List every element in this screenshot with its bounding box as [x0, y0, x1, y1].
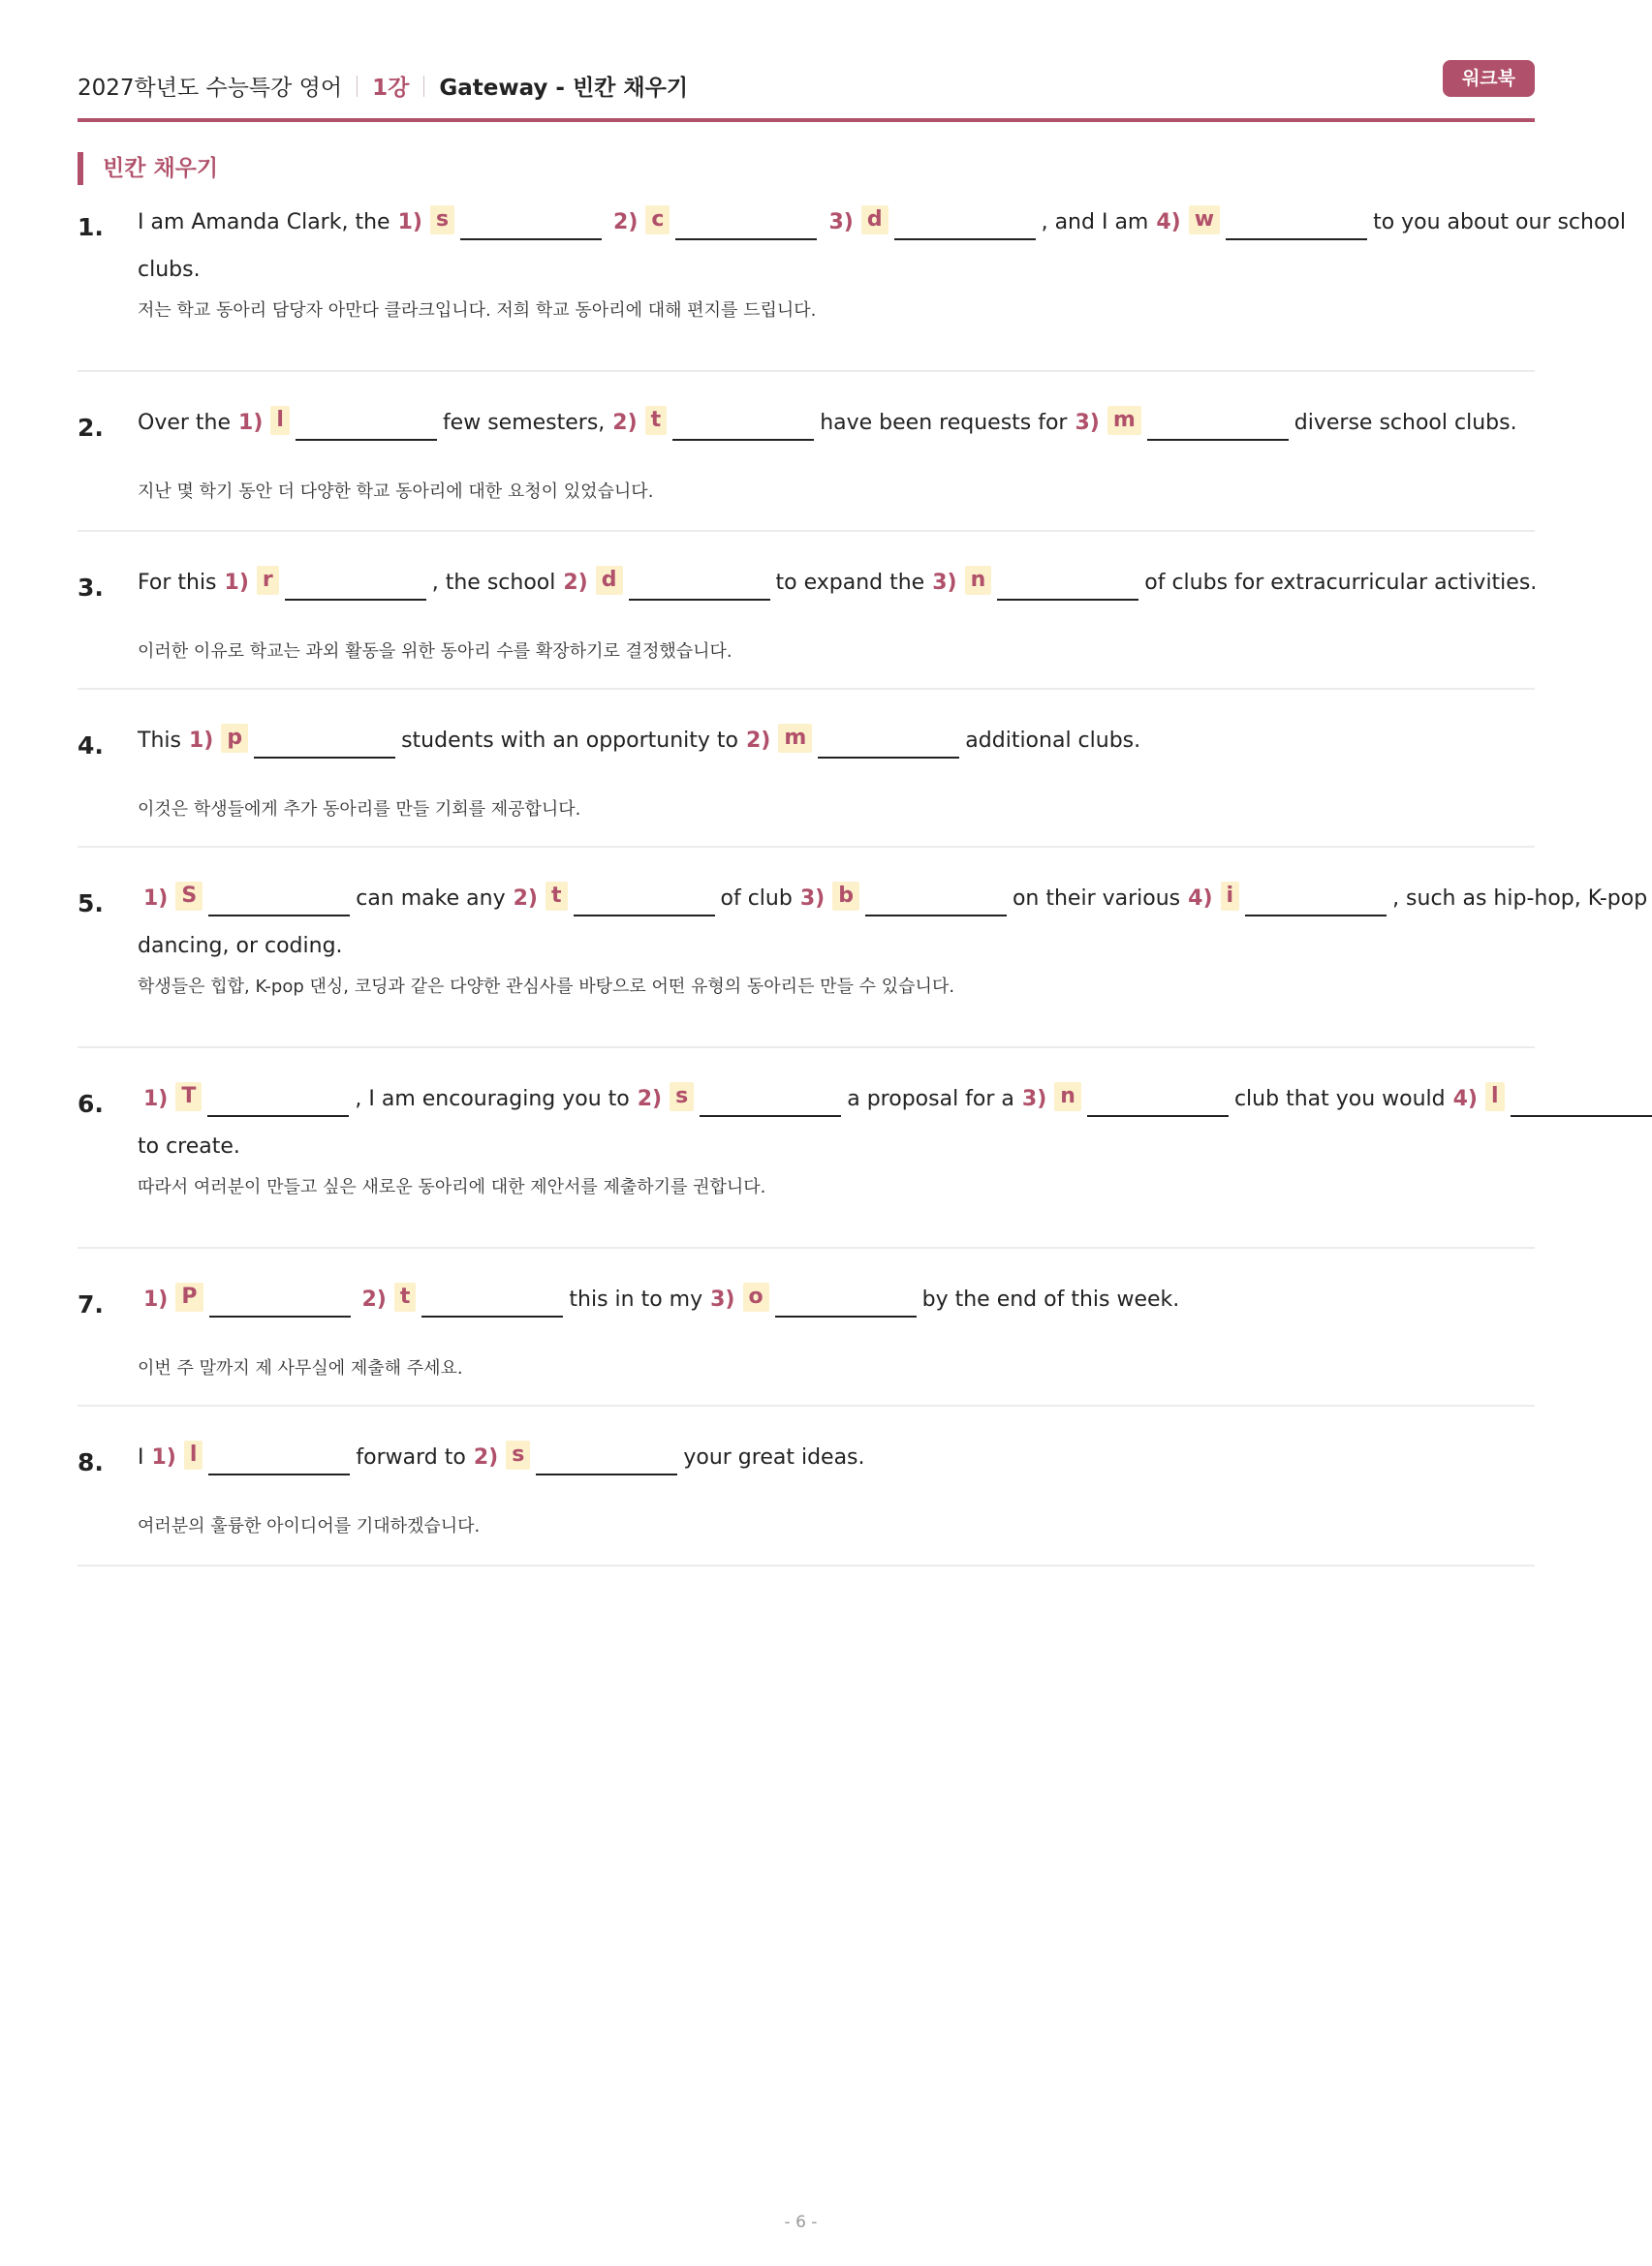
blank-number: 3)	[1021, 1087, 1047, 1111]
answer-blank-line[interactable]	[894, 209, 1036, 240]
answer-blank-line[interactable]	[208, 1444, 350, 1475]
fill-blank[interactable]	[362, 1283, 564, 1312]
sentence-text: of clubs for extracurricular activities.	[1144, 571, 1538, 595]
item-number: 1.	[78, 213, 104, 241]
blank-number: 1)	[151, 1445, 176, 1470]
hint-letter: n	[1054, 1082, 1081, 1111]
hint-letter: m	[778, 724, 812, 753]
blank-number: 1)	[397, 210, 422, 234]
hint-letter: p	[221, 724, 248, 753]
sentence-text: For this	[138, 571, 217, 595]
sentence-text: , and I am	[1041, 210, 1149, 234]
sentence-text: by the end of this week.	[921, 1288, 1180, 1312]
sentence-text: on their various	[1012, 886, 1181, 911]
answer-blank-line[interactable]	[1147, 410, 1289, 441]
sentence-text: additional clubs.	[965, 729, 1141, 753]
sentence-text: This	[138, 729, 181, 753]
sentence-text: few semesters,	[442, 411, 606, 435]
fill-blank[interactable]	[143, 1283, 351, 1312]
exercise-item	[78, 1048, 1535, 1249]
hint-letter: r	[257, 566, 279, 595]
hint-letter: s	[506, 1441, 530, 1470]
sentence-text: , the school	[431, 571, 556, 595]
item-number: 8.	[78, 1448, 104, 1476]
hint-letter: i	[1221, 882, 1240, 911]
fill-blank[interactable]	[1188, 882, 1387, 911]
fill-blank[interactable]	[932, 566, 1138, 595]
exercise-item	[78, 848, 1648, 1048]
answer-blank-line[interactable]	[460, 209, 602, 240]
answer-blank-line[interactable]	[207, 1086, 349, 1117]
item-number: 7.	[78, 1290, 104, 1319]
exercise-item	[78, 1249, 1535, 1407]
answer-blank-line[interactable]	[209, 1287, 351, 1318]
answer-blank-line[interactable]	[775, 1287, 917, 1318]
answer-blank-line[interactable]	[818, 728, 959, 759]
blank-number: 4)	[1188, 886, 1213, 911]
blank-number: 2)	[563, 571, 588, 595]
fill-blank[interactable]	[800, 882, 1007, 911]
header-left	[78, 70, 688, 102]
fill-blank[interactable]	[1022, 1082, 1229, 1111]
hint-letter: m	[1107, 406, 1141, 435]
blank-number: 2)	[637, 1087, 663, 1111]
fill-blank[interactable]	[398, 205, 602, 234]
item-number: 4.	[78, 731, 104, 760]
fill-blank[interactable]	[1453, 1082, 1652, 1111]
korean-translation: 이번 주 말까지 제 사무실에 제출해 주세요.	[138, 1358, 463, 1379]
sentence-continuation: to create.	[138, 1134, 240, 1159]
sentence-continuation: dancing, or coding.	[138, 934, 343, 958]
sentence-line	[138, 1283, 1535, 1312]
item-number: 6.	[78, 1090, 104, 1118]
blank-number: 1)	[188, 729, 214, 753]
blank-number: 3)	[828, 210, 854, 234]
answer-blank-line[interactable]	[700, 1086, 841, 1117]
answer-blank-line[interactable]	[865, 885, 1007, 916]
sentence-text: students with an opportunity to	[401, 729, 738, 753]
sentence-text: have been requests for	[820, 411, 1068, 435]
exercise-item	[78, 372, 1535, 532]
answer-blank-line[interactable]	[672, 410, 814, 441]
item-number: 2.	[78, 414, 104, 442]
hint-letter: d	[596, 566, 623, 595]
blank-number: 2)	[613, 210, 639, 234]
exercise-item	[78, 690, 1535, 848]
korean-translation: 이러한 이유로 학교는 과외 활동을 위한 동아리 수를 확장하기로 결정했습니다.	[138, 641, 732, 662]
hint-letter: l	[184, 1441, 203, 1470]
blank-number: 4)	[1156, 210, 1181, 234]
hint-letter: l	[270, 406, 290, 435]
sentence-line	[138, 882, 1648, 911]
sentence-text: club that you would	[1233, 1087, 1446, 1111]
answer-blank-line[interactable]	[296, 410, 437, 441]
blank-number: 3)	[1075, 411, 1100, 435]
answer-blank-line[interactable]	[421, 1287, 563, 1318]
sentence-continuation: clubs.	[138, 258, 201, 282]
hint-letter: t	[645, 406, 668, 435]
sentence-line	[138, 406, 1535, 435]
page-header	[78, 60, 1535, 122]
workbook-badge: 워크북	[1443, 60, 1535, 97]
hint-letter: T	[175, 1082, 202, 1111]
blank-number: 2)	[745, 729, 771, 753]
blank-number: 2)	[473, 1445, 499, 1470]
fill-blank[interactable]	[189, 724, 395, 753]
korean-translation: 지난 몇 학기 동안 더 다양한 학교 동아리에 대한 요청이 있었습니다.	[138, 481, 654, 502]
exercise-item	[78, 194, 1627, 372]
blank-number: 2)	[361, 1288, 387, 1312]
sentence-text: can make any	[356, 886, 506, 911]
fill-blank[interactable]	[474, 1441, 677, 1470]
fill-blank[interactable]	[514, 882, 715, 911]
hint-letter: o	[743, 1283, 769, 1312]
fill-blank[interactable]	[828, 205, 1035, 234]
blank-number: 1)	[143, 1087, 169, 1111]
sentence-text: I am Amanda Clark, the	[138, 210, 390, 234]
answer-blank-line[interactable]	[574, 885, 715, 916]
answer-blank-line[interactable]	[208, 885, 350, 916]
blank-number: 1)	[238, 411, 264, 435]
sentence-text: forward to	[356, 1445, 466, 1470]
divider	[357, 76, 358, 97]
fill-blank[interactable]	[746, 724, 959, 753]
section-title: 빈칸 채우기	[78, 152, 218, 185]
hint-letter: d	[861, 205, 888, 234]
answer-blank-line[interactable]	[285, 570, 426, 601]
sentence-line	[138, 1441, 1535, 1470]
korean-translation: 이것은 학생들에게 추가 동아리를 만들 기회를 제공합니다.	[138, 799, 581, 820]
blank-number: 1)	[224, 571, 249, 595]
fill-blank[interactable]	[612, 406, 814, 435]
blank-number: 3)	[799, 886, 826, 911]
sentence-text: of club	[720, 886, 793, 911]
page-number: - 6 -	[784, 2213, 818, 2232]
fill-blank[interactable]	[710, 1283, 917, 1312]
answer-blank-line[interactable]	[1511, 1086, 1652, 1117]
sentence-text: Over the	[138, 411, 232, 435]
korean-translation: 저는 학교 동아리 담당자 아만다 클라크입니다. 저희 학교 동아리에 대해 편지를 드립니다.	[138, 300, 817, 321]
blank-number: 3)	[932, 571, 957, 595]
sentence-text: diverse school clubs.	[1294, 411, 1517, 435]
sentence-text: , such as hip-hop, K-pop	[1392, 886, 1648, 911]
answer-blank-line[interactable]	[1087, 1086, 1229, 1117]
sentence-line	[138, 1082, 1535, 1111]
fill-blank[interactable]	[613, 205, 817, 234]
answer-blank-line[interactable]	[997, 570, 1138, 601]
page-title: Gateway - 빈칸 채우기	[439, 76, 689, 101]
fill-blank[interactable]	[1156, 205, 1367, 234]
sentence-line	[138, 566, 1538, 595]
answer-blank-line[interactable]	[254, 728, 395, 759]
sentence-text: to expand the	[775, 571, 925, 595]
sentence-line	[138, 205, 1627, 234]
fill-blank[interactable]	[152, 1441, 351, 1470]
divider	[423, 76, 424, 97]
sentence-text: this in to my	[569, 1288, 703, 1312]
blank-number: 2)	[612, 411, 638, 435]
blank-number: 1)	[143, 886, 169, 911]
hint-letter: n	[965, 566, 992, 595]
fill-blank[interactable]	[143, 1082, 349, 1111]
answer-blank-line[interactable]	[1245, 885, 1387, 916]
hint-letter: P	[175, 1283, 203, 1312]
blank-number: 2)	[513, 886, 538, 911]
hint-letter: s	[430, 205, 454, 234]
fill-blank[interactable]	[225, 566, 426, 595]
fill-blank[interactable]	[143, 882, 350, 911]
answer-blank-line[interactable]	[1226, 209, 1367, 240]
answer-blank-line[interactable]	[629, 570, 770, 601]
exercise-item	[78, 532, 1538, 690]
korean-translation: 여러분의 훌륭한 아이디어를 기대하겠습니다.	[138, 1516, 481, 1537]
hint-letter: c	[645, 205, 670, 234]
hint-letter: b	[832, 882, 859, 911]
hint-letter: t	[394, 1283, 417, 1312]
sentence-text: your great ideas.	[683, 1445, 865, 1470]
sentence-text: to you about our school	[1373, 210, 1627, 234]
hint-letter: s	[670, 1082, 694, 1111]
hint-letter: t	[545, 882, 568, 911]
fill-blank[interactable]	[238, 406, 437, 435]
blank-number: 4)	[1452, 1087, 1478, 1111]
hint-letter: S	[175, 882, 203, 911]
sentence-text: a proposal for a	[847, 1087, 1014, 1111]
korean-translation: 학생들은 힙합, K-pop 댄싱, 코딩과 같은 다양한 관심사를 바탕으로 어떤 유형의 동아리든 만들 수 있습니다.	[138, 977, 955, 997]
hint-letter: l	[1485, 1082, 1505, 1111]
lesson-label: 1강	[372, 76, 410, 101]
exercise-item	[78, 1407, 1535, 1567]
fill-blank[interactable]	[638, 1082, 841, 1111]
answer-blank-line[interactable]	[675, 209, 817, 240]
item-number: 3.	[78, 574, 104, 602]
korean-translation: 따라서 여러분이 만들고 싶은 새로운 동아리에 대한 제안서를 제출하기를 권합니다.	[138, 1177, 766, 1197]
exercise-list	[78, 194, 1648, 1567]
blank-number: 3)	[710, 1288, 735, 1312]
sentence-text: , I am encouraging you to	[355, 1087, 630, 1111]
blank-number: 1)	[143, 1288, 169, 1312]
item-number: 5.	[78, 889, 104, 917]
sentence-line	[138, 724, 1535, 753]
sentence-text: I	[138, 1445, 144, 1470]
answer-blank-line[interactable]	[536, 1444, 677, 1475]
hint-letter: w	[1189, 205, 1220, 234]
fill-blank[interactable]	[563, 566, 769, 595]
fill-blank[interactable]	[1075, 406, 1288, 435]
book-title: 2027학년도 수능특강 영어	[78, 76, 343, 101]
